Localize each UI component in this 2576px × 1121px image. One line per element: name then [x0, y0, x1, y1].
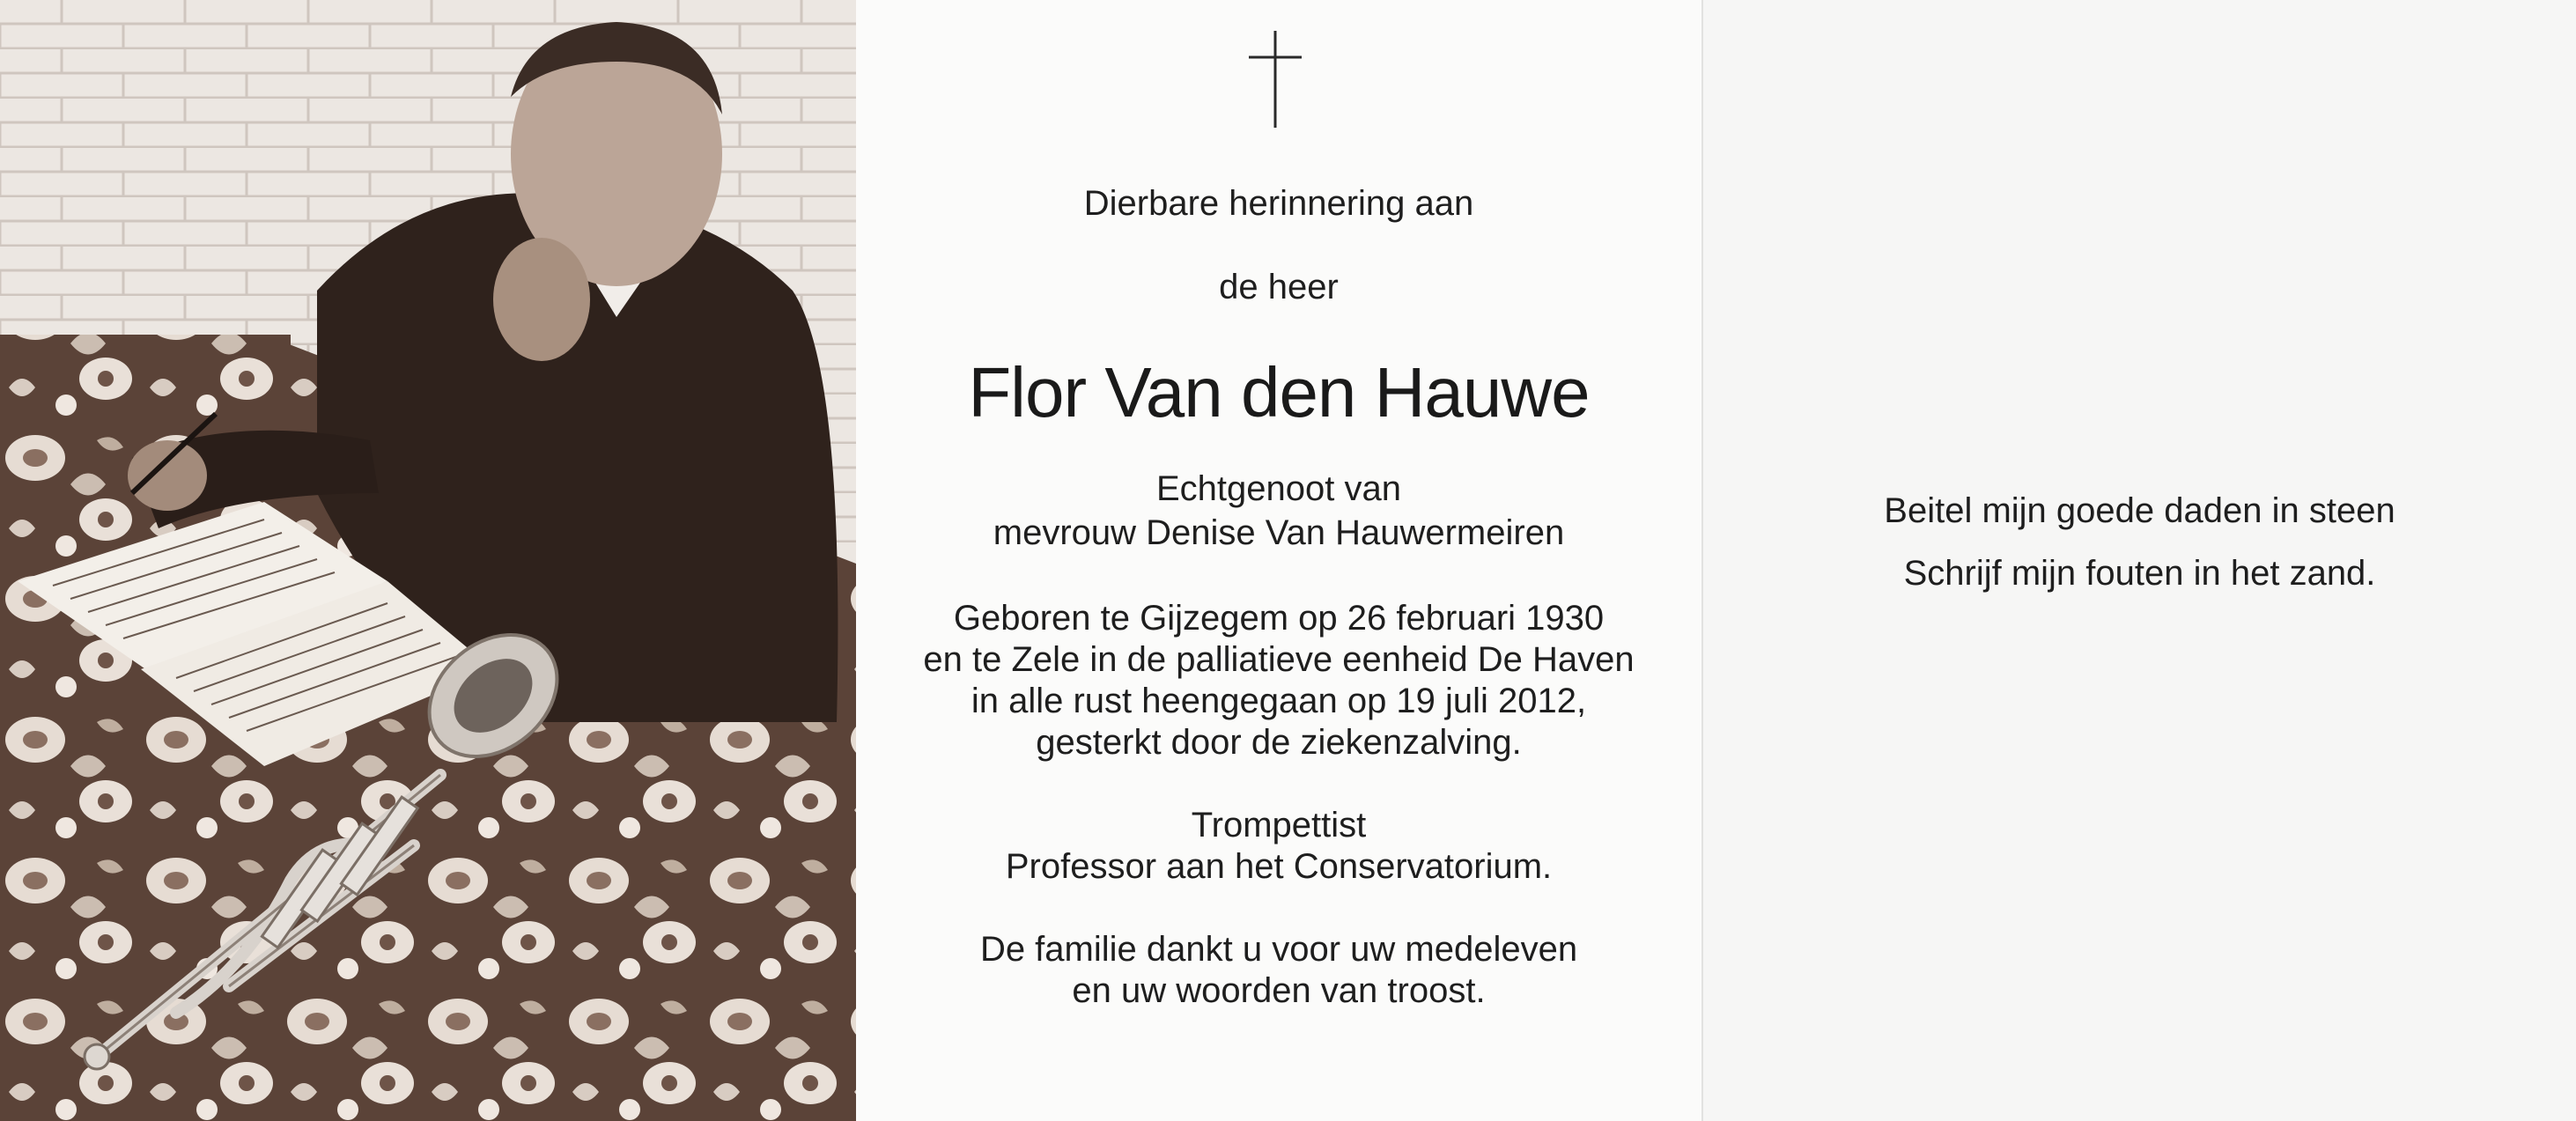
- profession-line-2: Professor aan het Conservatorium.: [1005, 847, 1553, 886]
- bio-line-3: in alle rust heengegaan op 19 juli 2012,: [971, 682, 1587, 720]
- spouse-line-1: Echtgenoot van: [1156, 469, 1401, 508]
- bio-line-1: Geboren te Gijzegem op 26 februari 1930: [953, 599, 1605, 638]
- thanks-line-1: De familie dankt u voor uw medeleven: [979, 930, 1578, 969]
- cross-icon: [1249, 26, 1302, 132]
- thanks-line-2: en uw woorden van troost.: [1072, 971, 1486, 1010]
- bio-line-2: en te Zele in de palliatieve eenheid De Haven: [923, 640, 1635, 679]
- spouse-line-2: mevrouw Denise Van Hauwermeiren: [993, 513, 1565, 552]
- bio-line-4: gesterkt door de ziekenzalving.: [1036, 723, 1522, 762]
- portrait-photo: [0, 0, 856, 1121]
- profession-line-1: Trompettist: [1191, 806, 1367, 844]
- memorial-intro: Dierbare herinnering aan: [1083, 184, 1474, 223]
- quote-line-1: Beitel mijn goede daden in steen: [1884, 491, 2395, 530]
- quote-line-2: Schrijf mijn fouten in het zand.: [1903, 554, 2376, 593]
- deceased-name: Flor Van den Hauwe: [968, 353, 1590, 431]
- man-with-trumpet-photo-icon: [0, 0, 856, 1121]
- memorial-title-prefix: de heer: [1219, 268, 1339, 306]
